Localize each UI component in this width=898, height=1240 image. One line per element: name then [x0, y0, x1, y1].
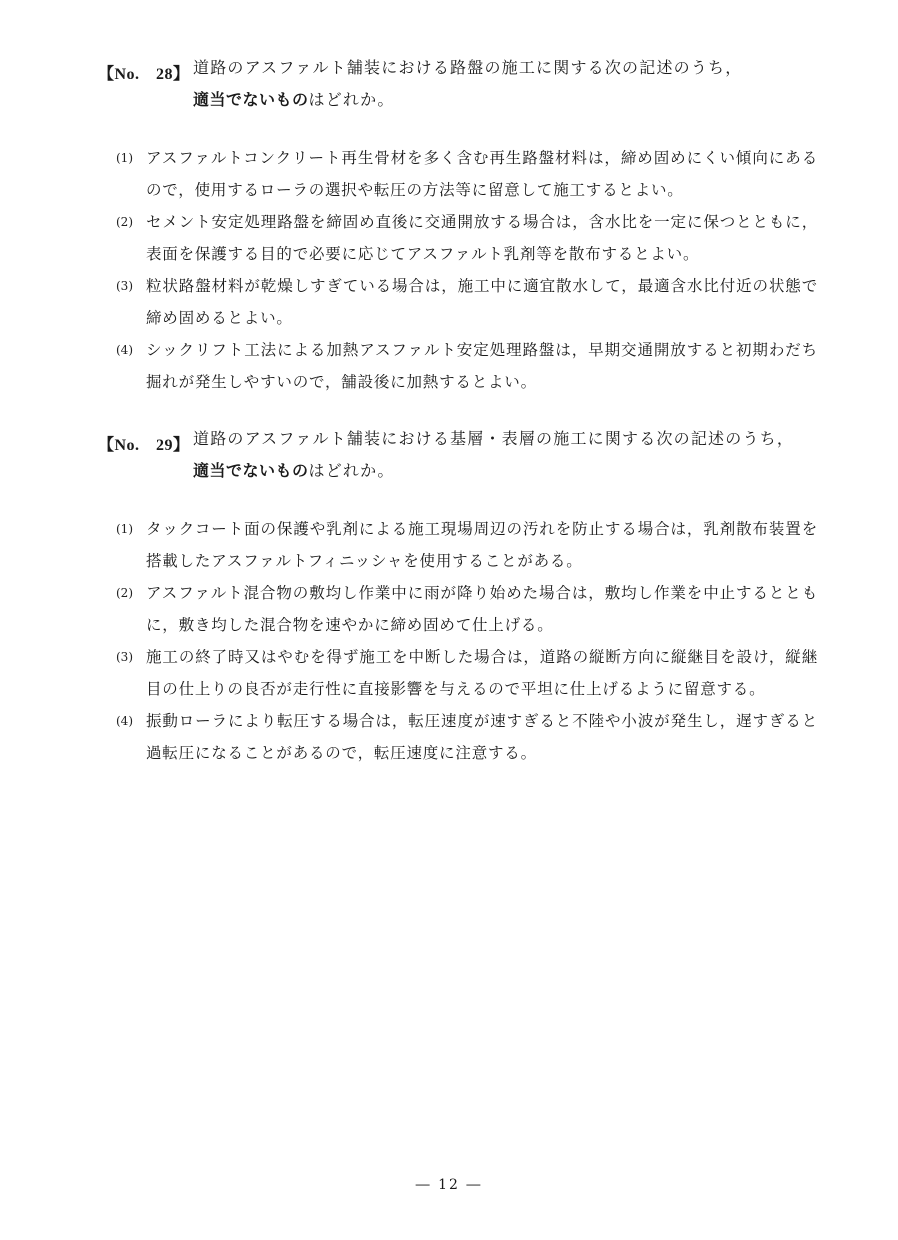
option-text: アスファルト混合物の敷均し作業中に雨が降り始めた場合は，敷均し作業を中止するとともに，敷き均した混合物を速やかに締め固めて仕上げる。 — [146, 584, 818, 634]
option-label: (2) — [116, 215, 133, 229]
option-text: 振動ローラにより転圧する場合は，転圧速度が速すぎると不陸や小波が発生し，遅すぎると過転圧になることがあるので，転圧速度に注意する。 — [146, 712, 818, 762]
option-3 — [116, 270, 818, 334]
option-4 — [116, 705, 818, 769]
option-1 — [116, 142, 818, 206]
option-text: アスファルトコンクリート再生骨材を多く含む再生路盤材料は，締め固めにくい傾向にあるので，使用するローラの選択や転圧の方法等に留意して施工するとよい。 — [146, 149, 818, 199]
stem-tail: はどれか。 — [308, 90, 395, 109]
option-text: セメント安定処理路盤を締固め直後に交通開放する場合は，含水比を一定に保つとともに，表面を保護する目的で必要に応じてアスファルト乳剤等を散布するとよい。 — [146, 213, 818, 263]
question-stem — [193, 423, 818, 487]
option-label: (3) — [116, 650, 133, 664]
question-number: 【No. 28】 — [98, 66, 190, 83]
stem-tail: はどれか。 — [308, 461, 395, 480]
option-label: (4) — [116, 714, 133, 728]
question-28 — [98, 52, 818, 398]
option-label: (2) — [116, 586, 133, 600]
question-header — [98, 423, 818, 487]
stem-emphasis: 適当でないもの — [193, 90, 309, 109]
option-text: タックコート面の保護や乳剤による施工現場周辺の汚れを防止する場合は，乳剤散布装置を搭載したアスファルトフィニッシャを使用することがある。 — [146, 520, 818, 570]
option-label: (4) — [116, 343, 133, 357]
option-3 — [116, 641, 818, 705]
option-text: 施工の終了時又はやむを得ず施工を中断した場合は，道路の縦断方向に縦継目を設け，縦継目の仕上りの良否が走行性に直接影響を与えるので平坦に仕上げるように留意する。 — [146, 648, 818, 698]
option-2 — [116, 206, 818, 270]
option-label: (1) — [116, 522, 133, 536]
option-text: 粒状路盤材料が乾燥しすぎている場合は，施工中に適宜散水して，最適含水比付近の状態で締め固めるとよい。 — [146, 277, 818, 327]
option-label: (3) — [116, 279, 133, 293]
options-list — [116, 513, 818, 769]
question-29 — [98, 423, 818, 769]
options-list — [116, 142, 818, 398]
page-number: ― 12 ― — [415, 1177, 483, 1193]
stem-text: 道路のアスファルト舗装における路盤の施工に関する次の記述のうち， — [193, 58, 743, 77]
question-number: 【No. 29】 — [98, 437, 190, 454]
option-label: (1) — [116, 151, 133, 165]
stem-emphasis: 適当でないもの — [193, 461, 309, 480]
option-1 — [116, 513, 818, 577]
option-text: シックリフト工法による加熱アスファルト安定処理路盤は，早期交通開放すると初期わだち掘れが発生しやすいので，舗設後に加熱するとよい。 — [146, 341, 818, 391]
option-4 — [116, 334, 818, 398]
stem-text: 道路のアスファルト舗装における基層・表層の施工に関する次の記述のうち， — [193, 429, 795, 448]
question-stem — [193, 52, 818, 116]
question-header — [98, 52, 818, 116]
option-2 — [116, 577, 818, 641]
